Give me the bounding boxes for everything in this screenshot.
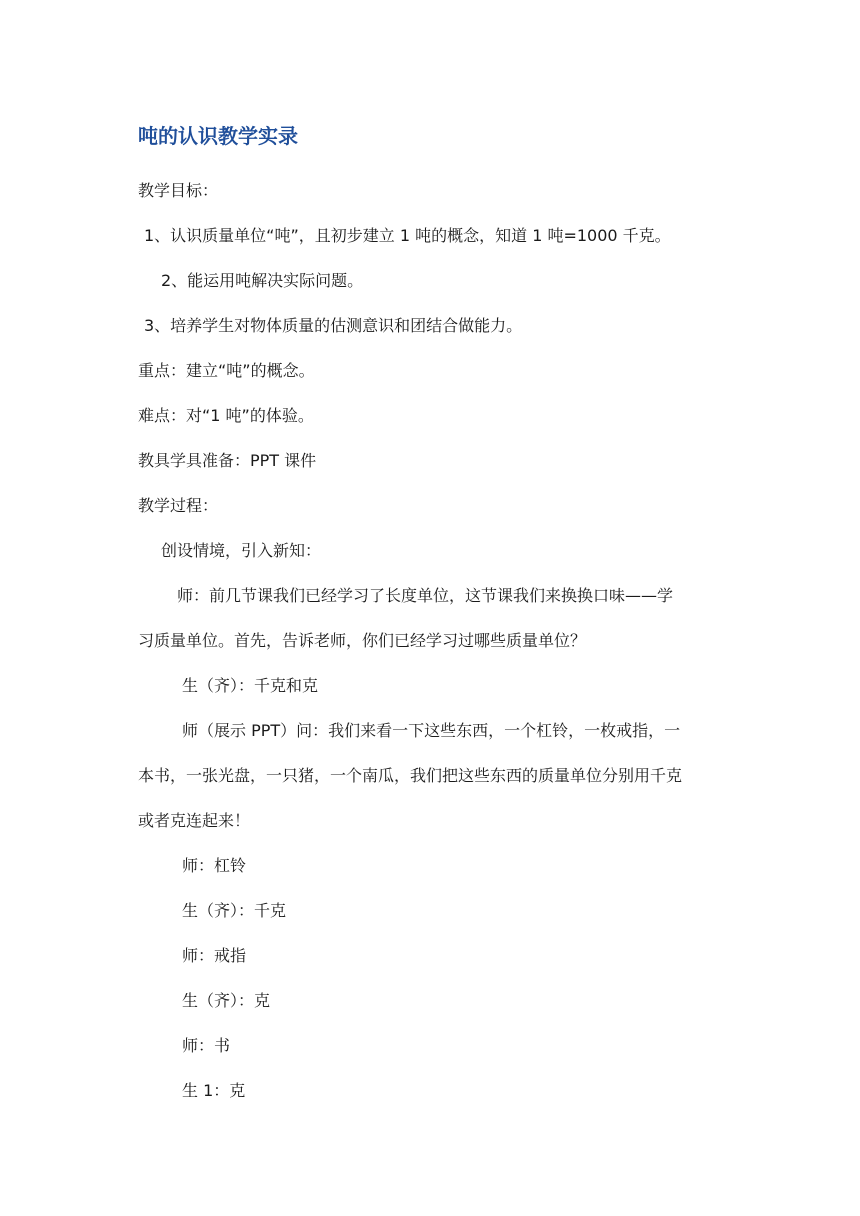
paragraph-teacher-4: 师：戒指 (182, 946, 247, 965)
paragraph-objective-2: 2、能运用吨解决实际问题。 (161, 271, 364, 290)
paragraph-student-1: 生（齐）：千克和克 (182, 676, 319, 695)
paragraph-student-3: 生（齐）：克 (182, 991, 271, 1010)
paragraph-student-4: 生 1：克 (182, 1081, 246, 1100)
paragraph-teacher-2-line-1: 师（展示 PPT）问：我们来看一下这些东西，一个杠铃，一枚戒指，一 (182, 721, 681, 740)
paragraph-process-heading: 教学过程： (138, 496, 219, 515)
paragraph-teacher-2-line-3: 或者克连起来！ (138, 811, 251, 830)
paragraph-teacher-1-line-1: 师：前几节课我们已经学习了长度单位，这节课我们来换换口味——学 (177, 586, 674, 605)
paragraph-student-2: 生（齐）：千克 (182, 901, 287, 920)
document-title: 吨的认识教学实录 (138, 124, 298, 148)
paragraph-teacher-1-line-2: 习质量单位。首先，告诉老师，你们已经学习过哪些质量单位？ (138, 631, 587, 650)
paragraph-teacher-5: 师：书 (182, 1036, 231, 1055)
paragraph-objective-3: 3、培养学生对物体质量的估测意识和团结合做能力。 (144, 316, 523, 335)
paragraph-key-point: 重点：建立“吨”的概念。 (138, 361, 315, 380)
paragraph-objectives-heading: 教学目标： (138, 181, 219, 200)
paragraph-objective-1: 1、认识质量单位“吨”，且初步建立 1 吨的概念，知道 1 吨=1000 千克。 (144, 226, 671, 245)
paragraph-teacher-2-line-2: 本书，一张光盘，一只猪，一个南瓜，我们把这些东西的质量单位分别用千克 (138, 766, 683, 785)
paragraph-teacher-3: 师：杠铃 (182, 856, 247, 875)
paragraph-situation: 创设情境，引入新知： (161, 541, 322, 560)
paragraph-materials: 教具学具准备：PPT 课件 (138, 451, 317, 470)
paragraph-difficulty: 难点：对“1 吨”的体验。 (138, 406, 314, 425)
